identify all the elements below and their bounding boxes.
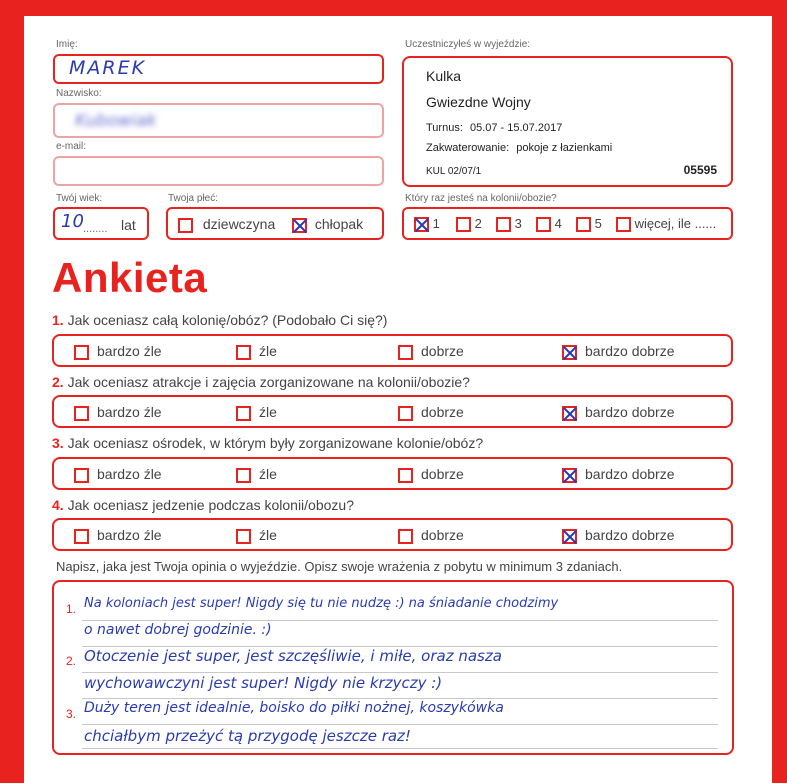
age-dots: ........ xyxy=(83,223,108,235)
age-label: Twój wiek: xyxy=(56,193,103,204)
answer-row-2 xyxy=(52,395,733,428)
q2-option-good: dobrze xyxy=(421,404,464,420)
writing-line xyxy=(82,748,718,749)
q1-option-very-good: bardzo dobrze xyxy=(585,343,675,359)
turnus-value: 05.07 - 15.07.2017 xyxy=(469,122,563,134)
gender-label: Twoja płeć: xyxy=(168,193,219,204)
attendance-option-3: 3 xyxy=(514,216,522,231)
q2-checkbox-very-bad[interactable] xyxy=(74,406,89,421)
trip-info-box xyxy=(402,56,733,187)
line-number-3: 3. xyxy=(66,707,77,721)
q1-checkbox-bad[interactable] xyxy=(236,345,251,360)
q4-option-very-good: bardzo dobrze xyxy=(585,527,675,543)
gender-option-girl: dziewczyna xyxy=(202,216,276,232)
q3-option-very-bad: bardzo źle xyxy=(97,466,162,482)
q3-checkbox-very-good[interactable] xyxy=(562,468,577,483)
surname-field[interactable] xyxy=(53,103,384,138)
age-unit: lat xyxy=(121,217,136,233)
line-number-1: 1. xyxy=(66,602,77,616)
writing-line xyxy=(82,672,718,673)
opinion-line-3b: chciałbym przeżyć tą przygodę jeszcze raz! xyxy=(84,727,411,745)
name-value: MAREK xyxy=(69,57,147,79)
q1-checkbox-very-bad[interactable] xyxy=(74,345,89,360)
trip-theme: Gwiezdne Wojny xyxy=(426,94,531,110)
attendance-checkbox-4[interactable] xyxy=(536,217,551,232)
q4-checkbox-good[interactable] xyxy=(398,529,413,544)
q2-option-very-bad: bardzo źle xyxy=(97,404,162,420)
trip-name: Kulka xyxy=(426,68,462,84)
email-label: e-mail: xyxy=(56,141,87,152)
q4-option-very-bad: bardzo źle xyxy=(97,527,162,543)
attendance-checkbox-1[interactable] xyxy=(414,217,429,232)
q2-checkbox-bad[interactable] xyxy=(236,406,251,421)
q1-option-very-bad: bardzo źle xyxy=(97,343,162,359)
q2-checkbox-very-good[interactable] xyxy=(562,406,577,421)
q4-option-bad: źle xyxy=(259,527,277,543)
q4-checkbox-very-good[interactable] xyxy=(562,529,577,544)
surname-value-blurred: Kubowiak xyxy=(75,111,157,131)
q1-option-bad: źle xyxy=(259,343,277,359)
opinion-line-2: Otoczenie jest super, jest szczęśliwie, i miłe, oraz nasza xyxy=(84,647,502,665)
attendance-label: Który raz jesteś na kolonii/obozie? xyxy=(405,193,557,204)
opinion-line-1: Na koloniach jest super! Nigdy się tu nie nudzę :) na śniadanie chodzimy xyxy=(84,596,559,611)
q4-option-good: dobrze xyxy=(421,527,464,543)
answer-row-4 xyxy=(52,518,733,551)
gender-checkbox-boy[interactable] xyxy=(292,218,307,233)
gender-field xyxy=(166,207,384,240)
accommodation-label: Zakwaterowanie: xyxy=(426,142,510,154)
line-number-2: 2. xyxy=(66,654,77,668)
gender-checkbox-girl[interactable] xyxy=(178,218,193,233)
q3-checkbox-bad[interactable] xyxy=(236,468,251,483)
q2-checkbox-good[interactable] xyxy=(398,406,413,421)
attendance-checkbox-2[interactable] xyxy=(456,217,471,232)
surname-label: Nazwisko: xyxy=(56,88,102,99)
question-1: 1. Jak oceniasz całą kolonię/obóz? (Podobało Ci się?) xyxy=(52,312,388,328)
attendance-field xyxy=(402,207,733,240)
question-3-text: Jak oceniasz ośrodek, w którym były zorganizowane kolonie/obóz? xyxy=(67,435,484,451)
question-4: 4. Jak oceniasz jedzenie podczas kolonii/obozu? xyxy=(52,497,354,513)
trip-code: KUL 02/07/1 xyxy=(426,166,482,177)
turnus-label: Turnus: xyxy=(426,122,463,134)
q2-option-bad: źle xyxy=(259,404,277,420)
survey-title: Ankieta xyxy=(52,254,208,301)
q3-checkbox-good[interactable] xyxy=(398,468,413,483)
q1-option-good: dobrze xyxy=(421,343,464,359)
name-field[interactable] xyxy=(53,54,384,84)
q1-checkbox-very-good[interactable] xyxy=(562,345,577,360)
attendance-option-2: 2 xyxy=(474,216,482,231)
trip-number: 05595 xyxy=(683,163,717,177)
trip-label: Uczestniczyłeś w wyjeździe: xyxy=(405,39,531,50)
age-value: 10 xyxy=(61,211,84,232)
opinion-box[interactable] xyxy=(52,580,734,755)
age-field[interactable] xyxy=(53,207,149,240)
name-label: Imię: xyxy=(56,39,78,50)
q3-checkbox-very-bad[interactable] xyxy=(74,468,89,483)
question-2: 2. Jak oceniasz atrakcje i zajęcia zorganizowane na kolonii/obozie? xyxy=(52,374,470,390)
writing-line xyxy=(82,620,718,621)
q3-option-very-good: bardzo dobrze xyxy=(585,466,675,482)
question-4-text: Jak oceniasz jedzenie podczas kolonii/obozu? xyxy=(67,497,354,513)
question-2-text: Jak oceniasz atrakcje i zajęcia zorganizowane na kolonii/obozie? xyxy=(67,374,470,390)
attendance-checkbox-more[interactable] xyxy=(616,217,631,232)
question-1-text: Jak oceniasz całą kolonię/obóz? (Podobało Ci się?) xyxy=(67,312,388,328)
q1-checkbox-good[interactable] xyxy=(398,345,413,360)
attendance-option-more: więcej, ile ...... xyxy=(634,216,717,231)
q4-checkbox-very-bad[interactable] xyxy=(74,529,89,544)
q2-option-very-good: bardzo dobrze xyxy=(585,404,675,420)
attendance-checkbox-5[interactable] xyxy=(576,217,591,232)
opinion-line-1b: o nawet dobrej godzinie. :) xyxy=(84,622,272,638)
writing-line xyxy=(82,724,718,725)
opinion-prompt: Napisz, jaka jest Twoja opinia o wyjeździe. Opisz swoje wrażenia z pobytu w minimum 3 zdaniach. xyxy=(56,559,623,574)
accommodation-value: pokoje z łazienkami xyxy=(516,142,613,154)
gender-option-boy: chłopak xyxy=(314,216,364,232)
email-field[interactable] xyxy=(53,156,384,186)
attendance-option-5: 5 xyxy=(594,216,602,231)
attendance-option-4: 4 xyxy=(554,216,562,231)
opinion-line-3: Duży teren jest idealnie, boisko do piłki nożnej, koszykówka xyxy=(84,700,504,716)
attendance-checkbox-3[interactable] xyxy=(496,217,511,232)
answer-row-3 xyxy=(52,457,733,490)
answer-row-1 xyxy=(52,334,733,367)
question-3: 3. Jak oceniasz ośrodek, w którym były zorganizowane kolonie/obóz? xyxy=(52,435,484,451)
attendance-option-1: 1 xyxy=(432,216,440,231)
q3-option-bad: źle xyxy=(259,466,277,482)
writing-line xyxy=(82,698,718,699)
q4-checkbox-bad[interactable] xyxy=(236,529,251,544)
opinion-line-2b: wychowawczyni jest super! Nigdy nie krzyczy :) xyxy=(84,674,443,692)
q3-option-good: dobrze xyxy=(421,466,464,482)
